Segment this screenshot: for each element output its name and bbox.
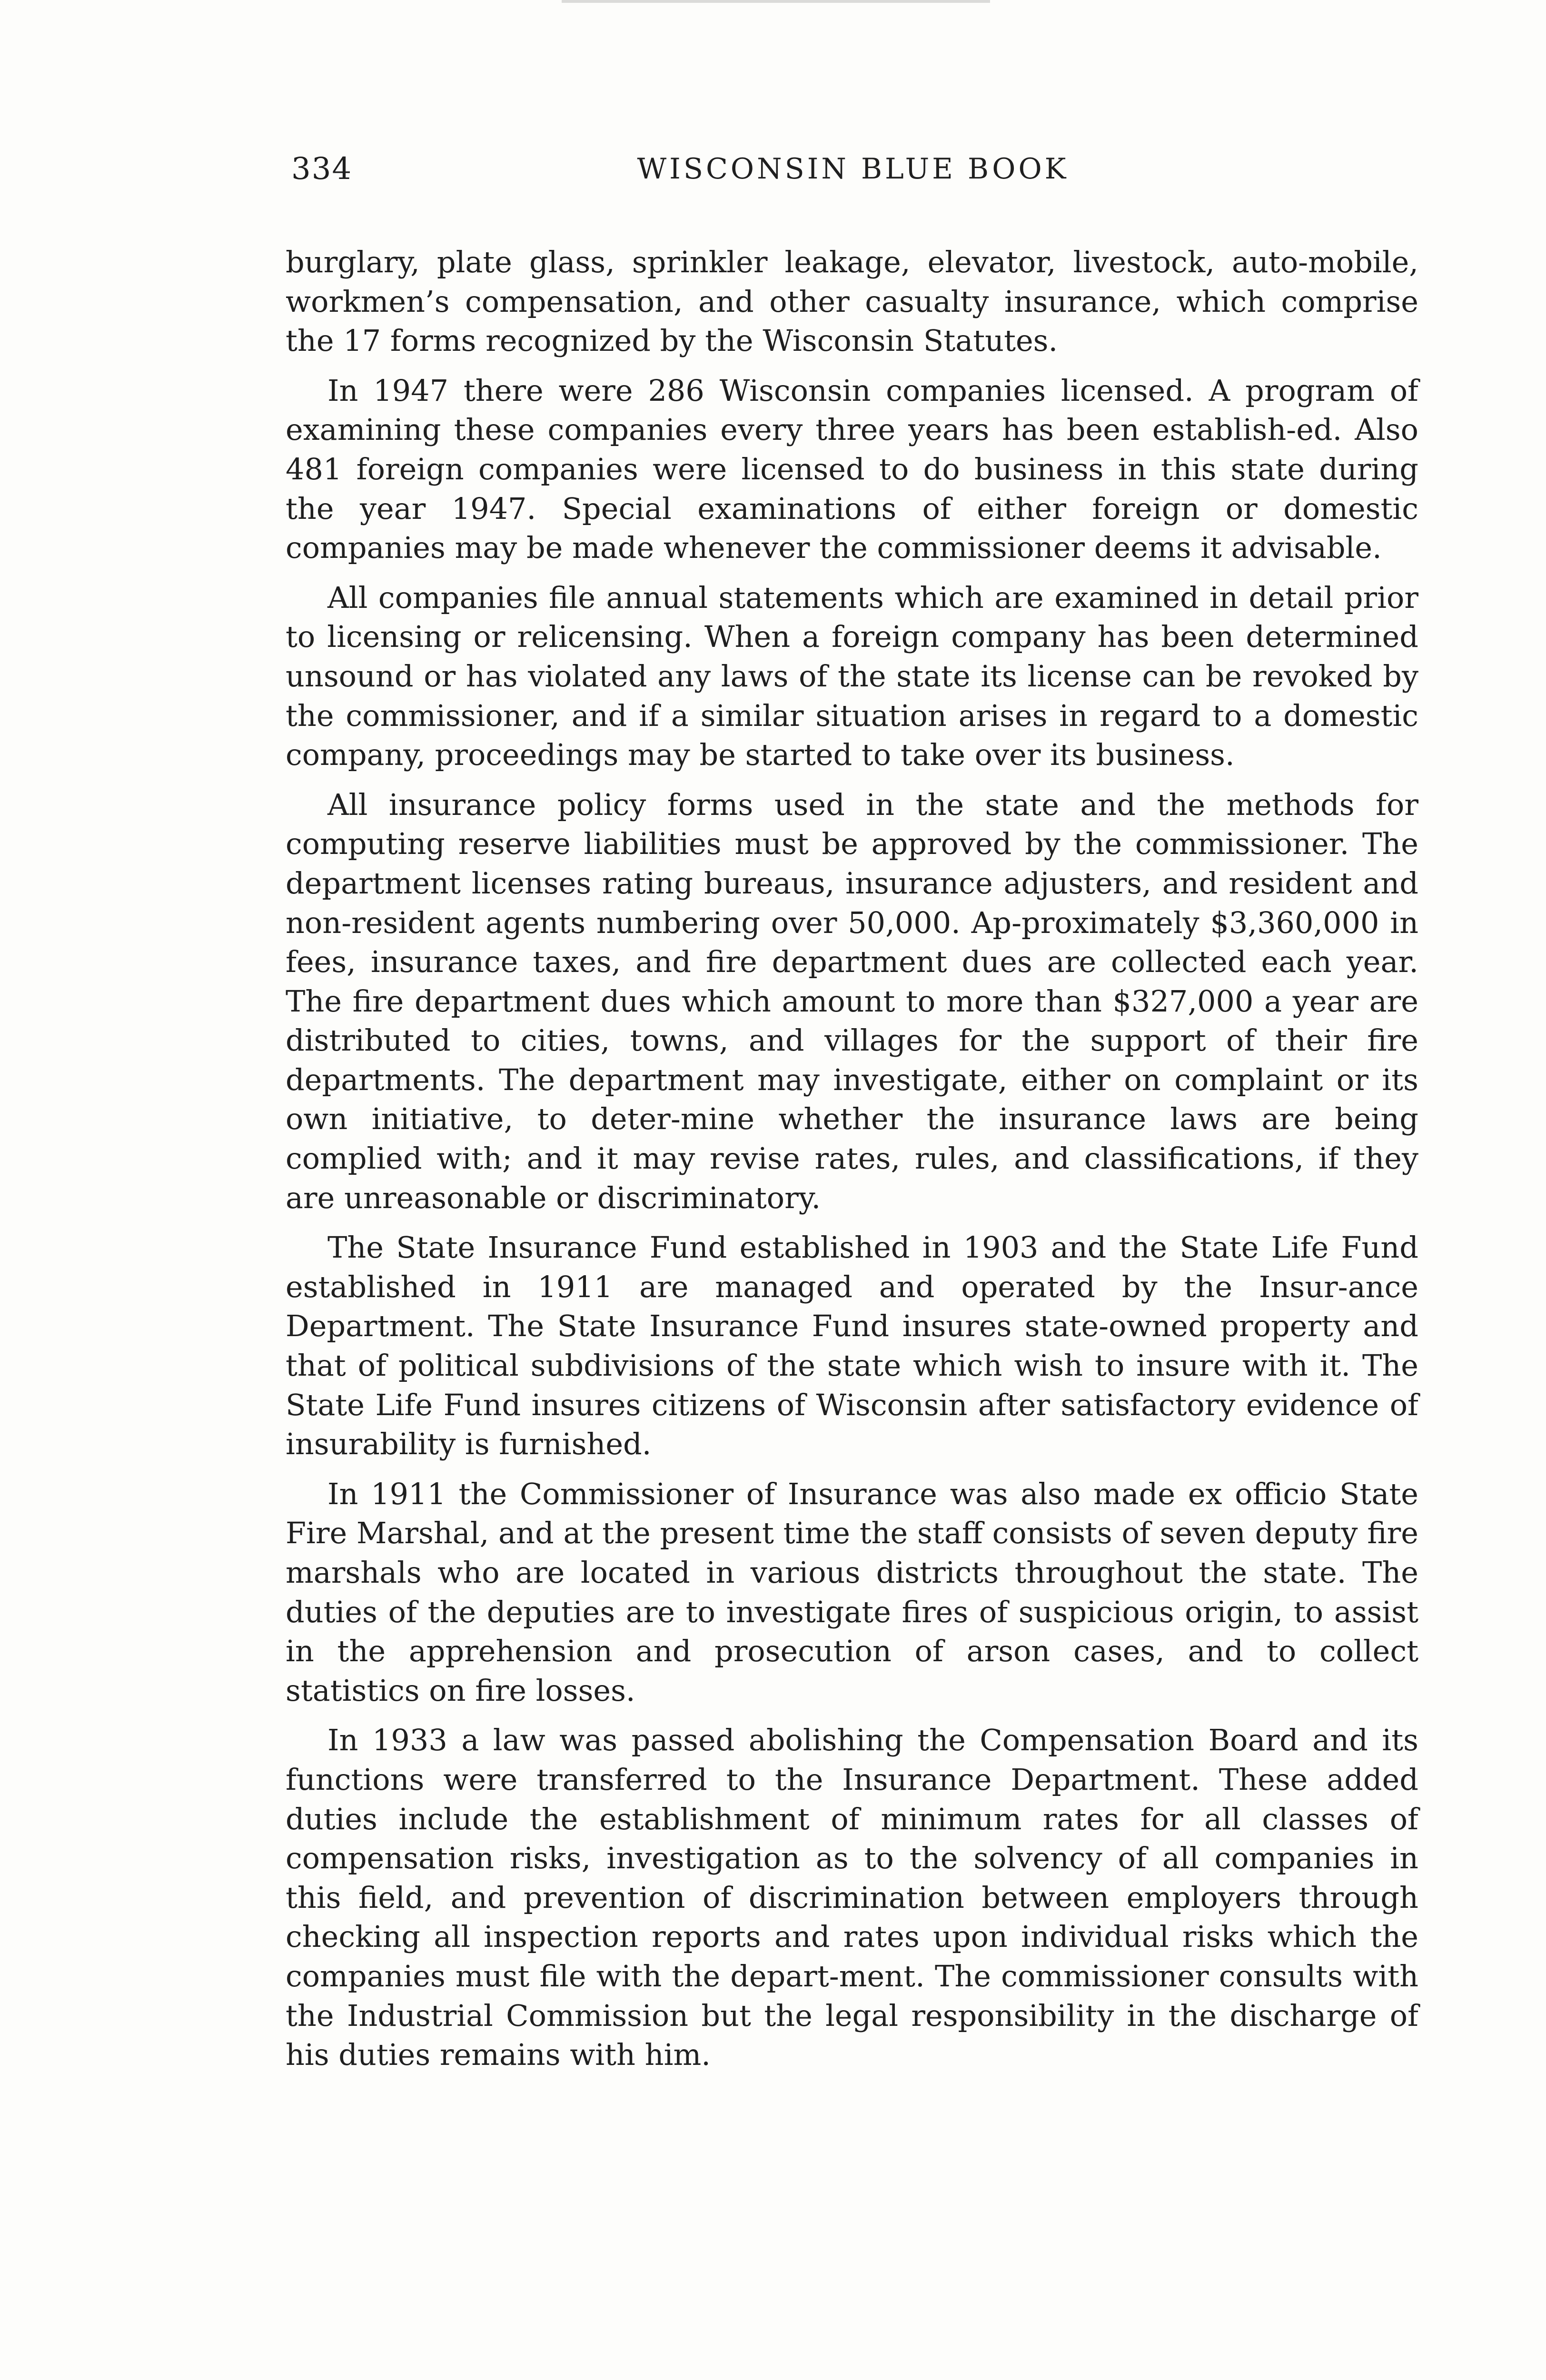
paragraph: The State Insurance Fund established in 1903 and the State Life Fund established in 1911 are managed and operated by the Insur-ance Department. The State Insurance Fund insures state-owned property and that of political subdivisions of the state which wish to insure with it. The State Life Fund insures citizens of Wisconsin after satisfactory evidence of insurability is furnished. [286, 1230, 1418, 1462]
paragraph: All companies file annual statements which are examined in detail prior to licensing or relicensing. When a foreign company has been determined unsound or has violated any laws of the state its license can be revoked by the commissioner, and if a similar situation arises in regard to a domestic company, proceedings may be started to take over its business. [286, 580, 1418, 773]
paragraph: In 1947 there were 286 Wisconsin companies licensed. A program of examining these companies every three years has been establish-ed. Also 481 foreign companies were licensed to do business in this state during the year 1947. Special examinations of either foreign or domestic companies may be made whenever the commissioner deems it advisable. [286, 373, 1418, 565]
paragraph: All insurance policy forms used in the state and the methods for computing reserve liabilities must be approved by the commissioner. The department licenses rating bureaus, insurance adjusters, and resident and non-resident agents numbering over 50,000. Ap-proximately $3,360,000 in fees, insurance taxes, and fire department dues are collected each year. The fire department dues which amount to more than $327,000 a year are distributed to cities, towns, and villages for the support of their fire departments. The department may investigate, either on complaint or its own initiative, to deter-mine whether the insurance laws are being complied with; and it may revise rates, rules, and classifications, if they are unreasonable or discriminatory. [286, 787, 1418, 1215]
page-header [291, 143, 1415, 195]
paragraph: In 1911 the Commissioner of Insurance was also made ex officio State Fire Marshal, and at the present time the staff consists of seven deputy fire marshals who are located in various districts throughout the state. The duties of the deputies are to investigate fires of suspicious origin, to assist in the apprehension and prosecution of arson cases, and to collect statistics on fire losses. [286, 1476, 1418, 1708]
paragraph: In 1933 a law was passed abolishing the Compensation Board and its functions were transferred to the Insurance Department. These added duties include the establishment of minimum rates for all classes of compensation risks, investigation as to the solvency of all companies in this field, and prevention of discrimination between employers through checking all inspection reports and rates upon individual risks which the companies must file with the depart-ment. The commissioner consults with the Industrial Commission but the legal responsibility in the discharge of his duties remains with him. [286, 1723, 1418, 2073]
article-body [286, 243, 1418, 2085]
page-number: 334 [291, 151, 353, 187]
top-scan-artifact [562, 0, 990, 3]
paragraph: burglary, plate glass, sprinkler leakage, elevator, livestock, auto-mobile, workmen’s compensation, and other casualty insurance, which comprise the 17 forms recognized by the Wisconsin Statutes. [286, 245, 1418, 358]
running-head: WISCONSIN BLUE BOOK [637, 152, 1069, 186]
